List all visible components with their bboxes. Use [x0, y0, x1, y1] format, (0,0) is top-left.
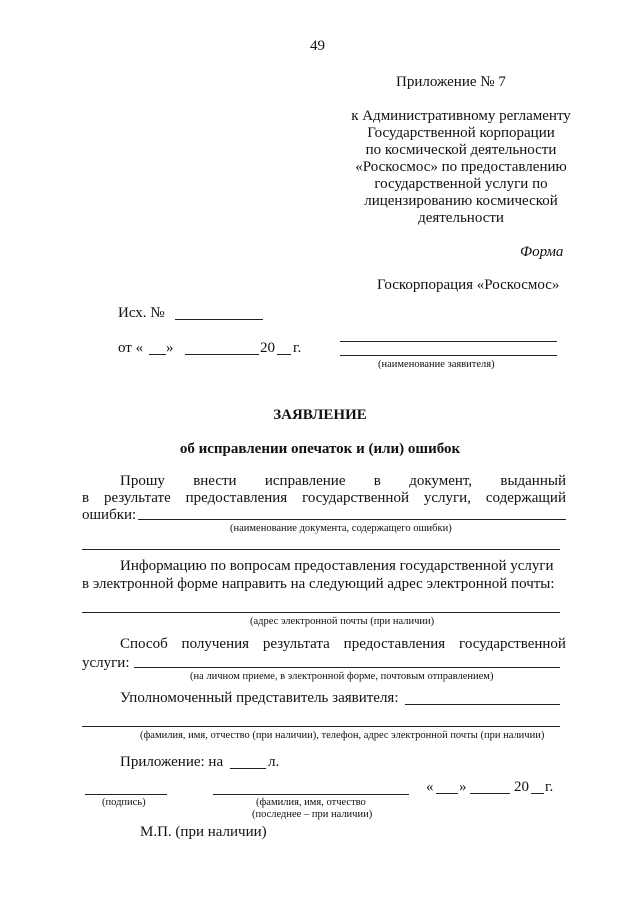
sign-date-open: «	[426, 779, 434, 795]
representative-label: Уполномоченный представитель заявителя:	[120, 690, 399, 706]
outgoing-year-prefix: 20	[260, 340, 275, 356]
document-name-field-2[interactable]	[82, 549, 560, 550]
attachment-pages-field[interactable]	[230, 768, 266, 769]
para1-word: документ,	[409, 473, 473, 489]
delivery-method-caption: (на личном приеме, в электронной форме, почтовым отправлением)	[190, 671, 494, 682]
sign-date-close: »	[459, 779, 467, 795]
addressee: Госкорпорация «Роскосмос»	[377, 277, 560, 293]
para2-line1: Информацию по вопросам предоставления государственной услуги	[120, 558, 554, 574]
delivery-method-field[interactable]	[134, 667, 560, 668]
para1-line1	[120, 473, 566, 490]
para1-word: выданный	[500, 473, 566, 489]
document-name-caption: (наименование документа, содержащего ошибки)	[230, 523, 452, 534]
para3-services-label: услуги:	[82, 655, 130, 671]
para1-errors-label: ошибки:	[82, 507, 137, 523]
attachment-suffix: л.	[268, 754, 280, 770]
signer-name-caption-2: (последнее – при наличии)	[252, 809, 373, 820]
appendix-title: Приложение № 7	[396, 74, 506, 90]
para1-word: внести	[193, 473, 237, 489]
para1-word: в	[82, 490, 90, 506]
email-field[interactable]	[82, 612, 560, 613]
para1-word: в	[373, 473, 381, 489]
para3-word: результата	[262, 636, 330, 652]
appendix-line-5: государственной услуги по	[374, 176, 548, 192]
outgoing-day-field[interactable]	[149, 354, 166, 355]
outgoing-month-field[interactable]	[185, 354, 259, 355]
para1-word: предоставления	[185, 490, 288, 506]
appendix-line-1: к Административному регламенту	[351, 108, 571, 124]
signer-name-field[interactable]	[213, 794, 409, 795]
applicant-line-1[interactable]	[340, 341, 557, 342]
para3-line1	[120, 636, 566, 653]
appendix-line-2: Государственной корпорации	[367, 125, 555, 141]
para1-word: услуги,	[423, 490, 471, 506]
document-name-field[interactable]	[138, 519, 566, 520]
document-title: ЗАЯВЛЕНИЕ	[273, 407, 367, 423]
appendix-line-3: по космической деятельности	[365, 142, 557, 158]
para3-word: Способ	[120, 636, 168, 652]
signature-field[interactable]	[85, 794, 167, 795]
outgoing-year-field[interactable]	[277, 354, 291, 355]
document-subtitle: об исправлении опечаток и (или) ошибок	[179, 441, 461, 457]
para1-word: содержащий	[485, 490, 566, 506]
representative-field-2[interactable]	[82, 726, 560, 727]
page-number: 49	[310, 38, 325, 54]
appendix-line-6: лицензированию космической	[364, 193, 558, 209]
sign-year-suffix: г.	[545, 779, 554, 795]
stamp-label: М.П. (при наличии)	[140, 824, 267, 840]
sign-month-field[interactable]	[470, 793, 510, 794]
applicant-line-2[interactable]	[340, 355, 557, 356]
para2-line2: в электронной форме направить на следующий адрес электронной почты:	[82, 576, 555, 592]
para1-word: Прошу	[120, 473, 165, 489]
para1-word: результате	[103, 490, 171, 506]
appendix-line-4: «Роскосмос» по предоставлению	[355, 159, 567, 175]
attachment-label: Приложение: на	[120, 754, 224, 770]
para1-word: государственной	[302, 490, 409, 506]
para3-word: предоставления	[343, 636, 446, 652]
sign-year-prefix: 20	[514, 779, 529, 795]
representative-field[interactable]	[405, 704, 560, 705]
form-label: Форма	[520, 244, 564, 260]
representative-caption: (фамилия, имя, отчество (при наличии), телефон, адрес электронной почты (при наличии)	[140, 730, 545, 741]
signer-name-caption-1: (фамилия, имя, отчество	[256, 797, 366, 808]
signature-caption: (подпись)	[102, 797, 146, 808]
applicant-caption: (наименование заявителя)	[378, 359, 495, 370]
para1-line2	[82, 490, 566, 507]
para3-word: государственной	[459, 636, 566, 652]
outgoing-year-suffix: г.	[293, 340, 302, 356]
para1-word: исправление	[264, 473, 346, 489]
email-caption: (адрес электронной почты (при наличии)	[250, 616, 435, 627]
outgoing-ref-label: Исх. №	[118, 305, 165, 321]
outgoing-date-mid: »	[166, 340, 174, 356]
outgoing-date-prefix: от «	[118, 340, 144, 356]
outgoing-ref-field[interactable]	[175, 319, 263, 320]
sign-year-field[interactable]	[531, 793, 544, 794]
appendix-line-7: деятельности	[418, 210, 504, 226]
para3-word: получения	[181, 636, 250, 652]
sign-day-field[interactable]	[436, 793, 458, 794]
